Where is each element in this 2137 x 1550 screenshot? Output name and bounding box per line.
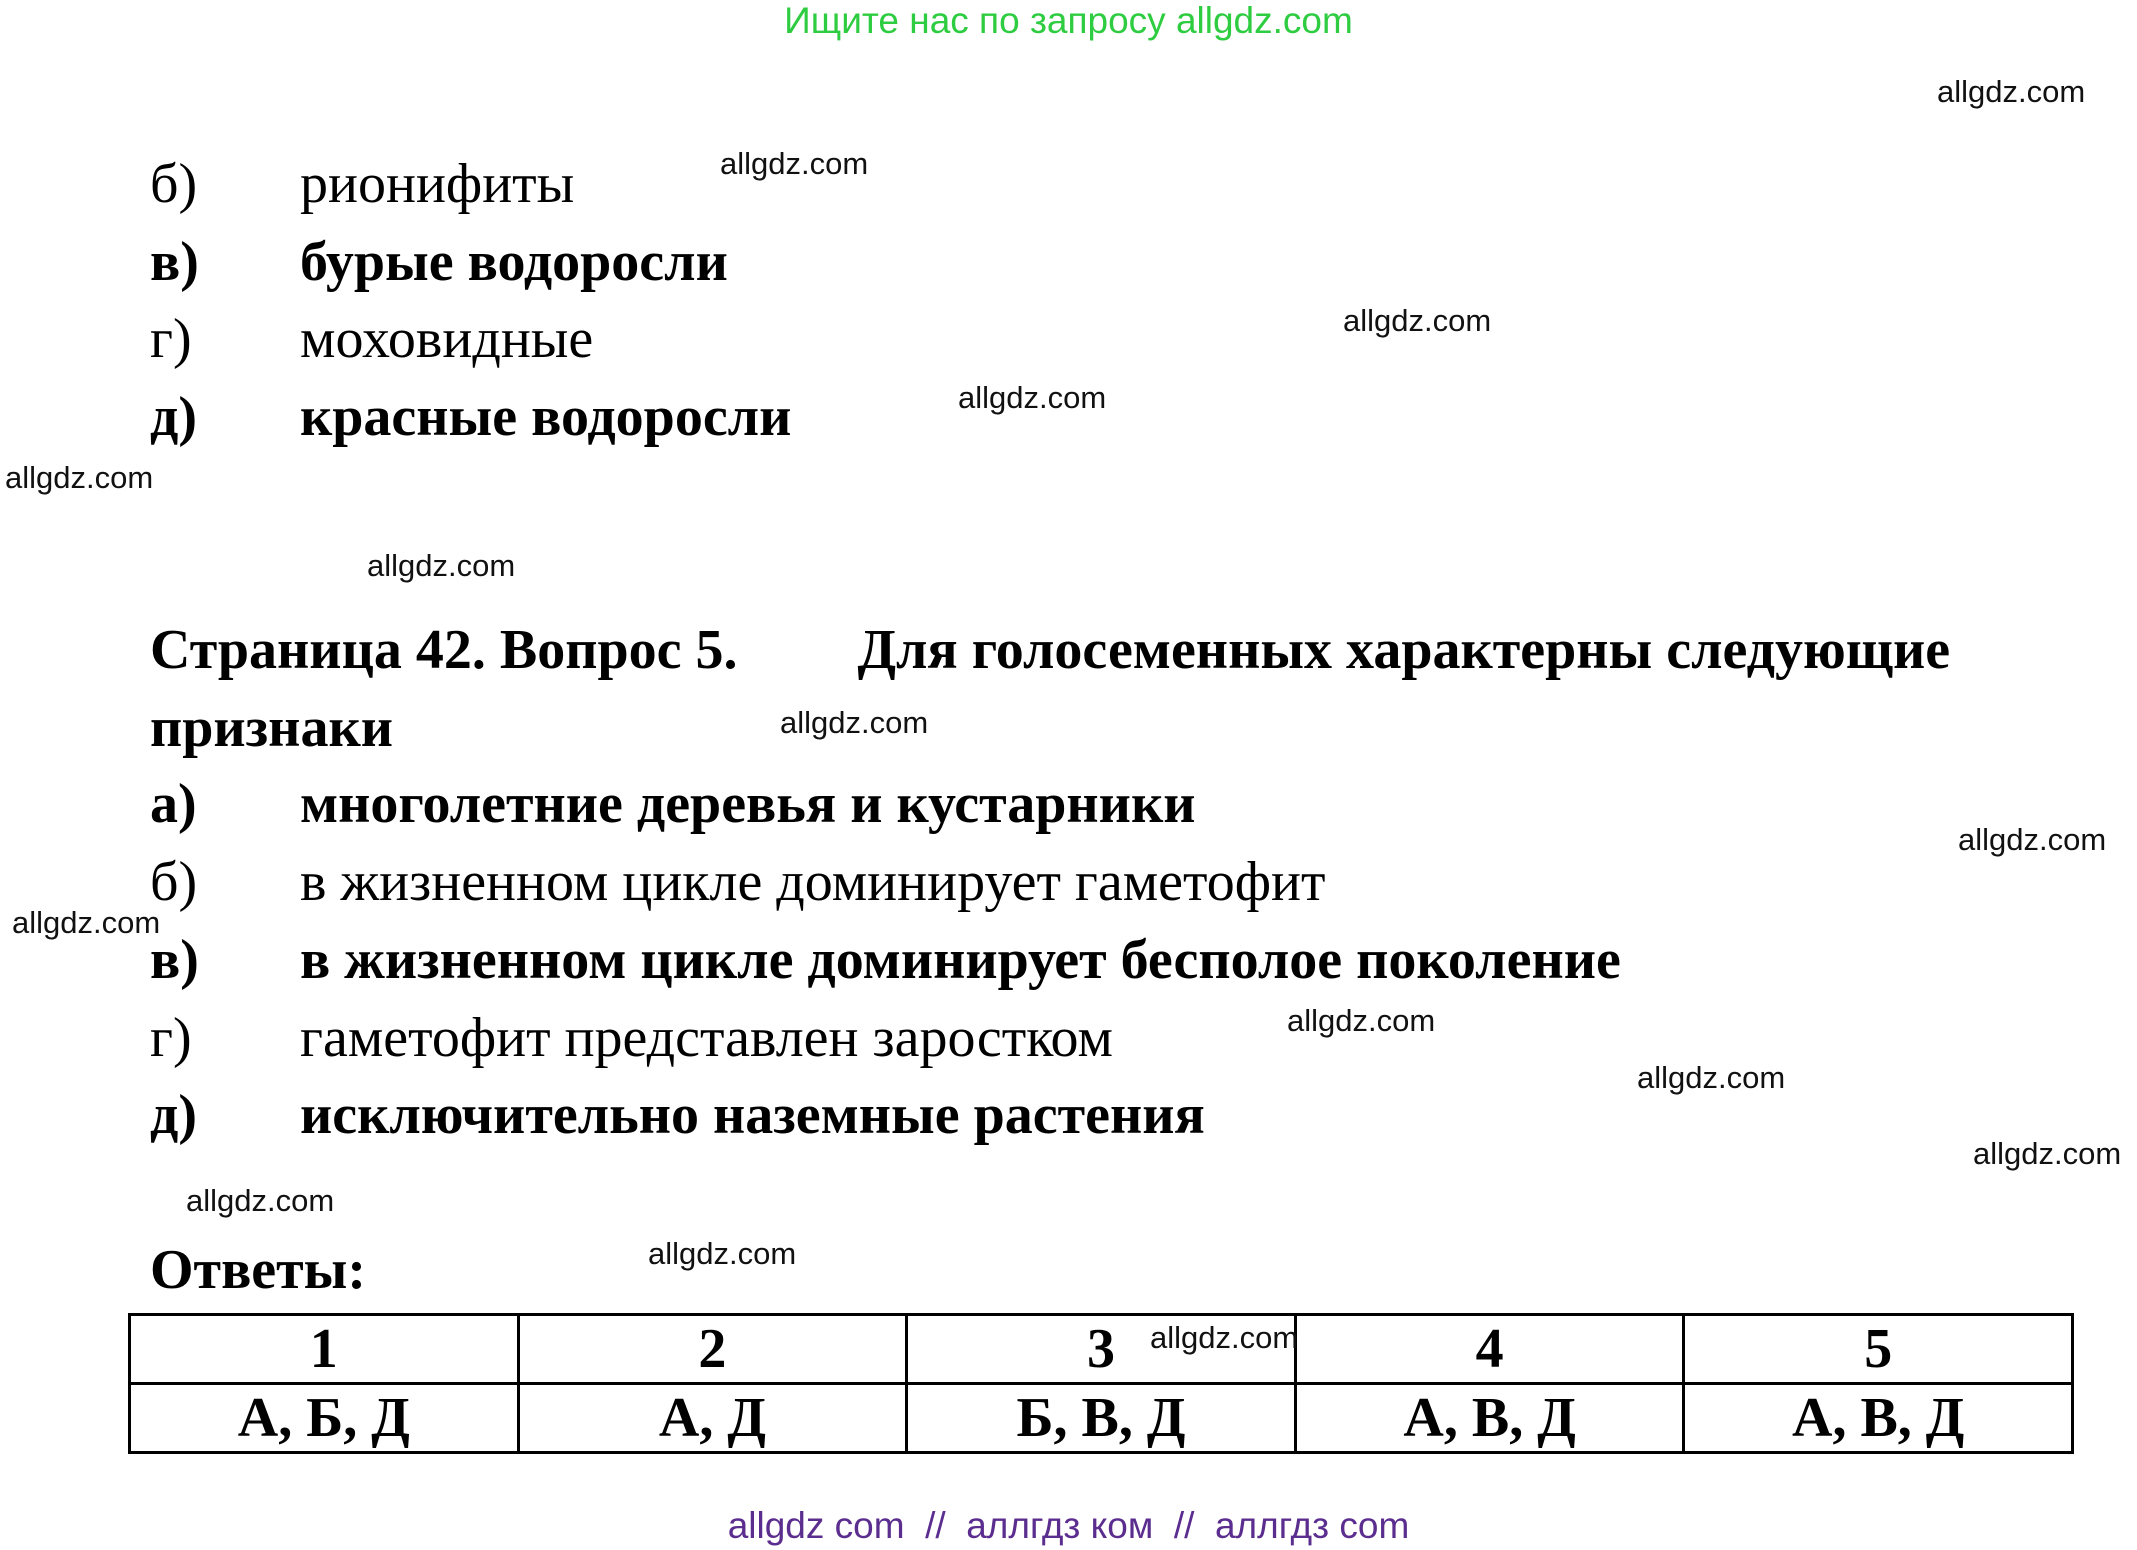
answers-title: Ответы: [150,1239,367,1301]
watermark: allgdz.com [1287,1003,1436,1038]
option-d [150,385,791,455]
watermark: allgdz.com [1637,1060,1786,1095]
option-text: моховидные [300,308,594,370]
footer-links[interactable]: allgdz com // аллгдз ком // аллгдз com [727,1505,1410,1546]
answers-header-cell: 1 [130,1315,519,1384]
answers-header-row [130,1315,2073,1384]
option-letter: в) [150,929,199,991]
option-text: многолетние деревья и кустарники [300,773,1196,835]
search-hint-link[interactable]: Ищите нас по запросу allgdz.com [784,0,1353,41]
option-text: рионифиты [300,153,575,215]
question-title [150,618,1950,682]
answers-value-cell: А, Д [518,1384,907,1453]
option-b [150,850,1326,920]
option-letter: б) [150,851,198,913]
watermark: allgdz.com [1958,822,2107,857]
answers-value-cell: А, В, Д [1295,1384,1684,1453]
answers-header-cell: 3 [907,1315,1296,1384]
option-text: исключительно наземные растения [300,1084,1205,1146]
watermark: allgdz.com [1150,1320,1299,1355]
option-text: красные водоросли [300,386,792,448]
question-label: Страница 42. Вопрос 5. [150,619,738,681]
option-letter: в) [150,231,199,293]
watermark: allgdz.com [12,905,161,940]
watermark: allgdz.com [780,705,929,740]
answers-header-cell: 2 [518,1315,907,1384]
option-letter: д) [150,1084,197,1146]
option-text: бурые водоросли [300,231,728,293]
option-d [150,1083,1205,1153]
option-g [150,307,593,377]
option-g [150,1006,1113,1076]
answers-value-cell: А, Б, Д [130,1384,519,1453]
option-text: в жизненном цикле доминирует бесполое поколение [300,929,1621,991]
answers-value-row [130,1384,2073,1453]
answers-value-cell: А, В, Д [1684,1384,2073,1453]
option-b [150,152,574,222]
watermark: allgdz.com [720,146,869,181]
watermark: allgdz.com [1343,303,1492,338]
question-title-continued: признаки [150,697,393,759]
answers-header-cell: 4 [1295,1315,1684,1384]
option-letter: а) [150,773,197,835]
watermark: allgdz.com [958,380,1107,415]
watermark: allgdz.com [186,1183,335,1218]
option-a [150,772,1195,842]
answers-header-cell: 5 [1684,1315,2073,1384]
option-letter: д) [150,386,197,448]
option-text: гаметофит представлен заростком [300,1007,1113,1069]
question-text: Для голосеменных характерны следующие [857,619,1951,681]
option-text: в жизненном цикле доминирует гаметофит [300,851,1326,913]
answers-table [128,1313,2074,1454]
option-v [150,230,728,300]
answers-value-cell: Б, В, Д [907,1384,1296,1453]
option-v [150,928,1621,998]
watermark: allgdz.com [367,548,516,583]
watermark: allgdz.com [5,460,154,495]
watermark: allgdz.com [1937,74,2086,109]
watermark: allgdz.com [1973,1136,2122,1171]
watermark: allgdz.com [648,1236,797,1271]
option-letter: б) [150,153,198,215]
option-letter: г) [150,308,192,370]
option-letter: г) [150,1007,192,1069]
